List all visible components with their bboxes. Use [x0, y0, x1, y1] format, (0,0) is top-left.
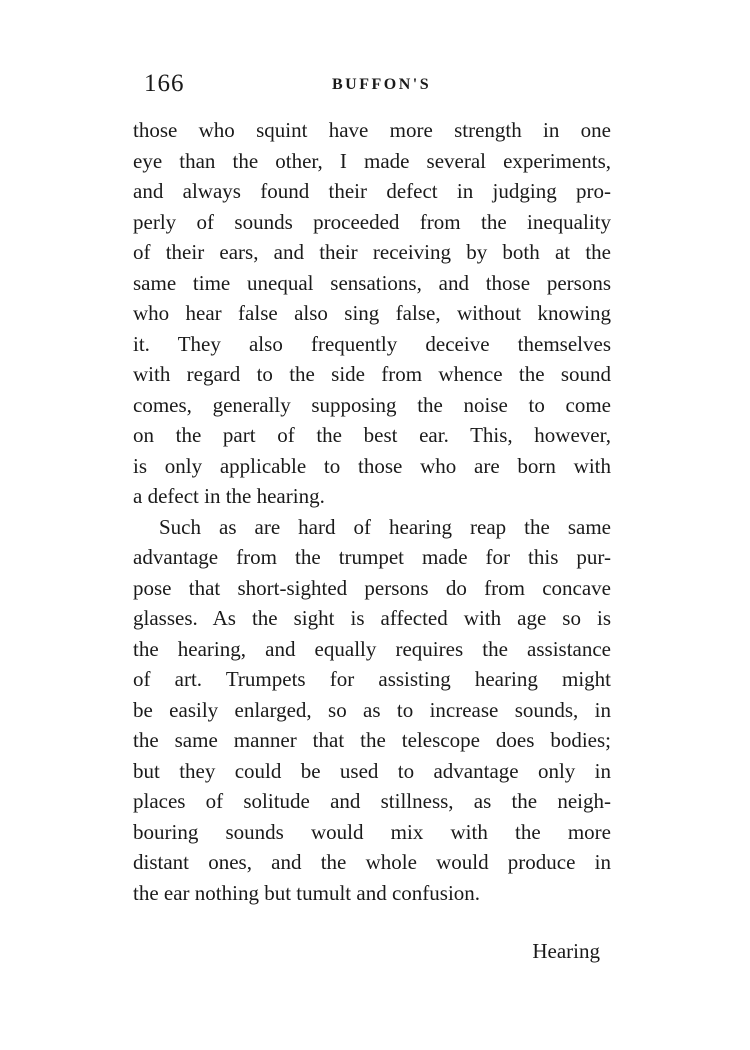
running-head: BUFFON'S	[332, 76, 432, 93]
text-line: a defect in the hearing.	[133, 484, 325, 508]
text-line: comes, generally supposing the noise to come	[133, 392, 611, 417]
text-line: on the part of the best ear. This, however,	[133, 423, 611, 447]
text-line: who hear false also sing false, without knowing	[133, 301, 611, 325]
text-line: the same manner that the telescope does bodies;	[133, 728, 611, 752]
text-line: of art. Trumpets for assisting hearing might	[133, 667, 611, 691]
text-line: of their ears, and their receiving by both at the	[133, 240, 611, 264]
catchword: Hearing	[532, 939, 600, 963]
text-line: perly of sounds proceeded from the inequality	[133, 209, 611, 234]
text-line: bouring sounds would mix with the more	[133, 819, 611, 844]
page-number: 166	[144, 70, 185, 97]
body-text	[133, 115, 611, 908]
text-line: advantage from the trumpet made for this pur-	[133, 545, 611, 569]
text-line: places of solitude and stillness, as the neigh-	[133, 789, 611, 813]
text-line: eye than the other, I made several experiments,	[133, 148, 611, 173]
text-line: those who squint have more strength in one	[133, 118, 611, 142]
text-line: it. They also frequently deceive themselves	[133, 331, 611, 356]
text-line: with regard to the side from whence the sound	[133, 362, 611, 386]
text-line: glasses. As the sight is affected with age so is	[133, 606, 611, 630]
text-line: be easily enlarged, so as to increase sounds, in	[133, 697, 611, 722]
text-line: pose that short-sighted persons do from concave	[133, 575, 611, 600]
text-line: is only applicable to those who are born with	[133, 453, 611, 478]
text-line: Such as are hard of hearing reap the same	[159, 514, 611, 539]
text-line: the hearing, and equally requires the assistance	[133, 636, 611, 661]
page-header	[144, 70, 604, 104]
text-line: distant ones, and the whole would produce in	[133, 850, 611, 874]
text-line: but they could be used to advantage only in	[133, 758, 611, 783]
text-line: the ear nothing but tumult and confusion.	[133, 880, 481, 905]
text-line: and always found their defect in judging pro-	[133, 179, 611, 203]
text-line: same time unequal sensations, and those persons	[133, 270, 611, 295]
